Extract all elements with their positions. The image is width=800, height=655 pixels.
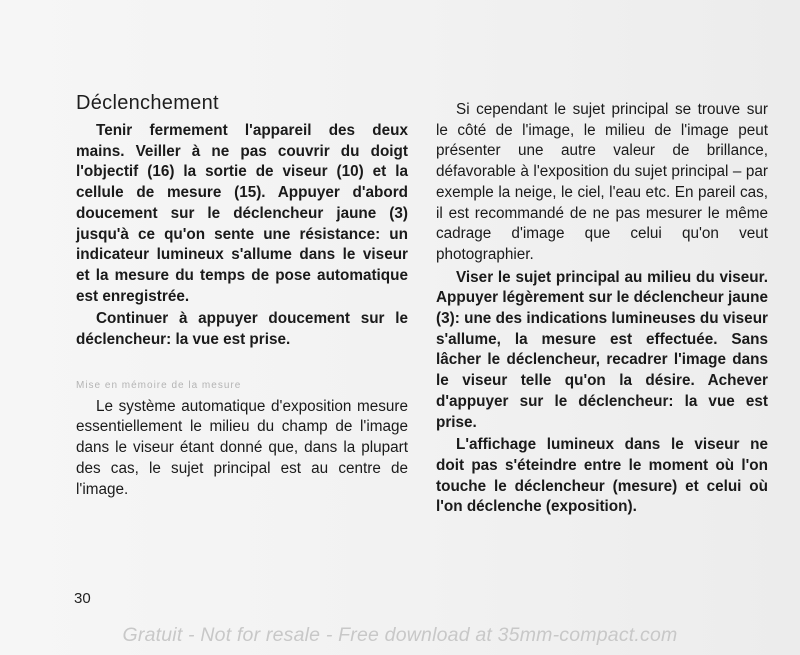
paragraph-hold-camera: Tenir fermement l'appareil des deux mains. Veiller à ne pas couvrir du doigt l'objectif (16) la sortie de viseur (10) et la cellule de mesure (15). Appuyer d'abord doucement sur le déclencheur jaune (3) jusqu'à ce qu'on sente une résistance: un indicateur lumineux s'allume dans le viseur et la mesure du temps de pose automatique est enregistrée. [76,122,408,305]
paragraph-aim-subject: Viser le sujet principal au milieu du viseur. Appuyer légèrement sur le déclencheur jaune (3): une des indications lumineuses du viseur s'allume, la mesure est effectuée. Sans lâcher le déclencheur, recadrer l'image dans le viseur telle qu'on la désire. Achever d'appuyer sur le déclencheur: la vue est prise. [436,268,768,431]
left-column [76,92,408,500]
watermark: Gratuit - Not for resale - Free download at 35mm-compact.com [122,624,678,646]
paragraph-continue-press: Continuer à appuyer doucement sur le déclencheur: la vue est prise. [76,310,408,349]
paragraph-light-display: L'affichage lumineux dans le viseur ne doit pas s'éteindre entre le moment où l'on touche le déclencheur (mesure) et celui où l'on déclenche (exposition). [436,436,768,516]
faded-caption: Mise en mémoire de la mesure [76,379,242,391]
page-number: 30 [74,590,91,607]
paragraph-subject-side: Si cependant le sujet principal se trouve sur le côté de l'image, le milieu de l'image peut présenter une autre valeur de brillance, défavorable à l'exposition du sujet principal – par exemple la neige, le ciel, l'eau etc. En pareil cas, il est recommandé de ne pas mesurer le même cadrage d'image que celui qu'on veut photographier. [436,101,768,263]
paragraph-auto-exposure: Le système automatique d'exposition mesure essentiellement le milieu du champ de l'image dans le viseur étant donné que, dans la plupart des cas, le sujet principal est au centre de l'image. [76,397,408,498]
section-heading: Déclenchement [76,92,219,114]
right-column [436,100,768,518]
